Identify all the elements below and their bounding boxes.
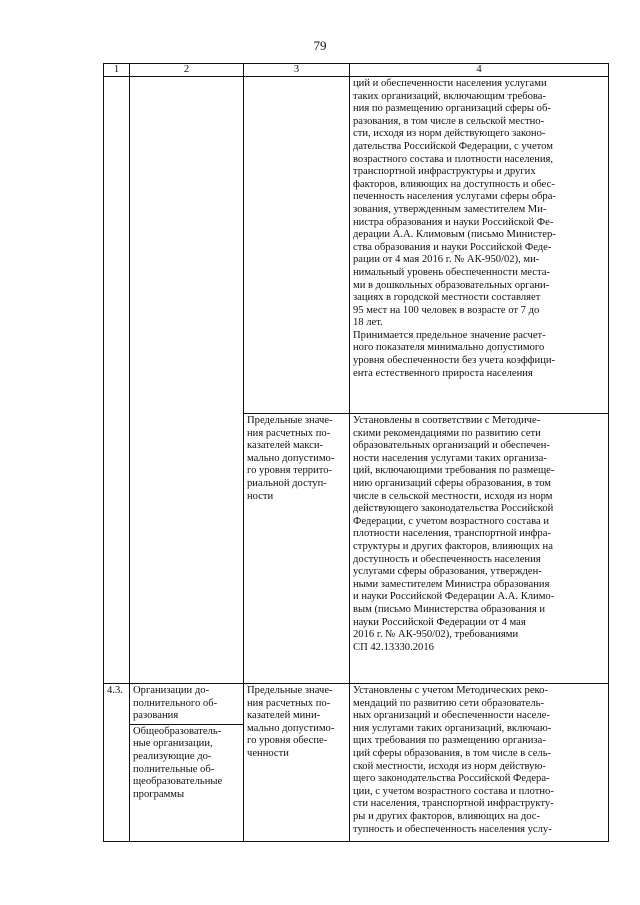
justification-cell — [350, 684, 609, 842]
indicator-name-cell — [244, 684, 350, 842]
indicator-name-cell — [244, 414, 350, 684]
facility-type-text: Организации до- полнительного об- разования — [130, 684, 243, 725]
indicator-name-text: Предельные значе- ния расчетных по- казателей макси- мально допустимо- го уровня террито- риальной доступ- ности — [247, 415, 335, 502]
facility-type-cell — [130, 77, 244, 684]
header-col-3: 3 — [244, 64, 350, 77]
indicator-name-cell — [244, 77, 350, 414]
document-table — [103, 63, 609, 842]
table-header-row — [104, 64, 609, 77]
table-row — [104, 684, 609, 842]
header-col-4: 4 — [350, 64, 609, 77]
justification-cell — [350, 77, 609, 414]
justification-paragraph: Установлены с учетом Методических реко- мендаций по развитию сети образователь- ных организаций и обеспеченности населе- ния услугами таких организаций, включаю- щих требования по размещению организа- ций сферы образования, в том числе в сель- ской местности, исходя из норм действую- щего законодательства Российской Федера- ции, с учетом возрастного состава и плотно- сти населения, транспортной инфраструкту- ры и других факторов, влияющих на дос- тупность и обеспеченность населения услу- — [353, 685, 554, 835]
header-col-1: 1 — [104, 64, 130, 77]
justification-paragraph: Принимается предельное значение расчет- ного показателя минимально допустимого уровня обеспеченности без учета коэффици- ента естественного прироста населения — [353, 329, 556, 379]
indicator-name-text: Предельные значе- ния расчетных по- казателей мини- мально допустимо- го уровня обеспе- ченности — [247, 685, 335, 759]
page-number: 79 — [313, 38, 327, 53]
justification-cell — [350, 414, 609, 684]
facility-subtype-text: Общеобразователь- ные организации, реализующие до- полнительные об- щеобразовательные программы — [133, 725, 223, 800]
header-col-2: 2 — [130, 64, 244, 77]
row-number-cell — [104, 77, 130, 684]
justification-paragraph: ций и обеспеченности населения услугами таких организаций, включающим требова- ния по размещению организаций сферы об- разования, в том числе в сельской местно- сти, исходя из норм действующего законо- дательства Российской Федерации, с учетом возрастного состава и плотности населения, транспортной инфраструктуры и других факторов, влияющих на доступность и обес- печенность населения услугами сферы обра- зования, утвержденным заместителем Ми- нистра образования и науки Российской Фе- дерации А.А. Климовым (письмо Министер- ства образования и науки Российской Феде- рации от 4 мая 2016 г. № АК-950/02), ми- нимальный уровень обеспеченности места- ми в дошкольных образовательных органи- зациях в городской местности составляет 95 мест на 100 человек в возрасте от 7 до 18 лет. — [353, 78, 556, 329]
facility-type-cell — [130, 684, 244, 842]
row-number-cell: 4.3. — [104, 684, 130, 842]
table-row — [104, 77, 609, 414]
justification-paragraph: Установлены в соответствии с Методиче- скими рекомендациями по развитию сети образовательных организаций и обеспечен- ности населения услугами таких организа- ций, включающими требования по размеще- нию организаций сферы образования, в том числе в сельской местности, исходя из норм действующего законодательства Российской Федерации, с учетом возрастного состава и плотности населения, транспортной инфра- структуры и других факторов, влияющих на доступность и обеспеченность населения услугами сферы образования, утвержден- ными заместителем Министра образования и науки Российской Федерации А.А. Климо- вым (письмо Министерства образования и науки Российской Федерации от 4 мая 2016 г. № АК-950/02), требованиями СП 42.13330.2016 — [353, 415, 555, 653]
